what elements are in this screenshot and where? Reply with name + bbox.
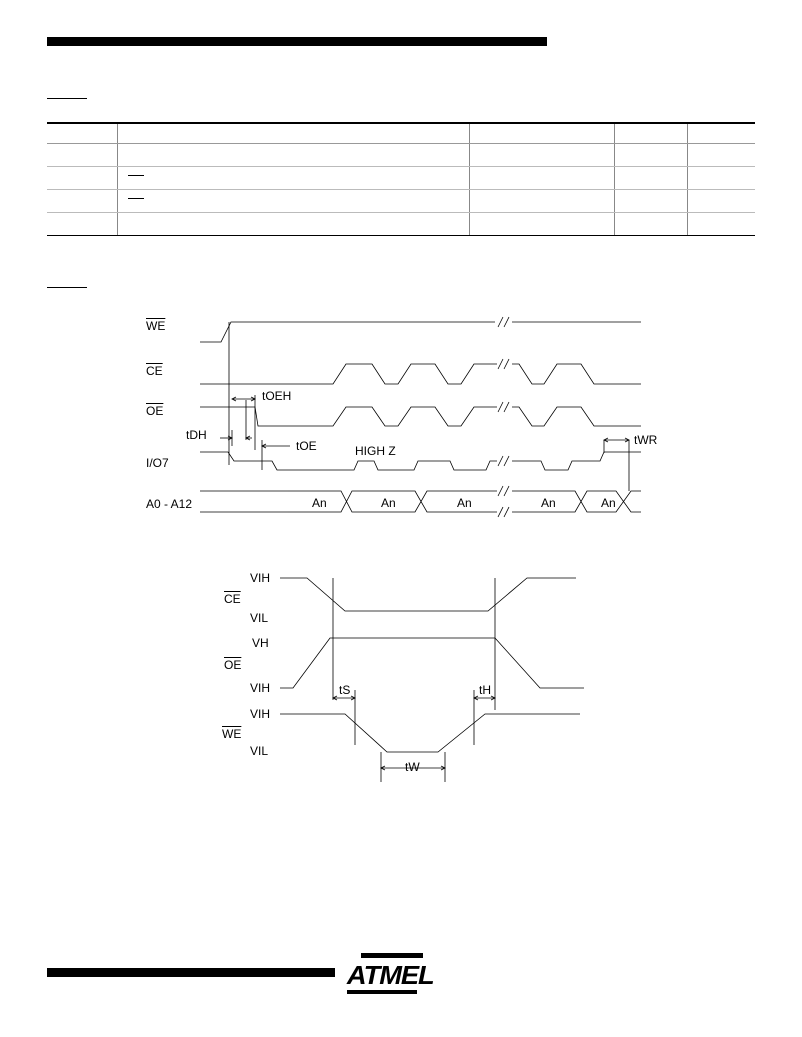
level-label-vh: VH bbox=[252, 636, 269, 650]
address-label-an: An bbox=[312, 496, 327, 510]
signal-label-oe-bottom: $\overline{OE}$ bbox=[224, 658, 242, 672]
signal-label-oe: $\overline{OE}$ bbox=[146, 404, 164, 418]
timing-label-tdh: tDH bbox=[186, 428, 207, 442]
atmel-logo bbox=[346, 953, 434, 997]
level-label-vih: VIH bbox=[250, 571, 271, 585]
signal-label-ce: $\overline{CE}$ bbox=[146, 364, 163, 378]
signal-label-we: $\overline{WE}$ bbox=[146, 319, 166, 333]
address-label-an: An bbox=[601, 496, 616, 510]
logo-top-bar bbox=[361, 953, 423, 958]
level-label-vih: VIH bbox=[250, 707, 271, 721]
level-label-vih: VIH bbox=[250, 681, 271, 695]
signal-label-we-bottom: $\overline{WE}$ bbox=[222, 727, 242, 741]
timing-label-tw: tW bbox=[405, 760, 420, 774]
signal-label-io7: I/O7 bbox=[146, 456, 169, 470]
we-waveform-bottom bbox=[280, 714, 580, 752]
timing-label-ts: tS bbox=[339, 683, 351, 697]
ce-waveform-bottom bbox=[280, 578, 576, 611]
timing-label-highz: HIGH Z bbox=[355, 444, 396, 458]
signal-label-ce-bottom: $\overline{CE}$ bbox=[224, 592, 241, 606]
address-label-an: An bbox=[381, 496, 396, 510]
timing-arrows-bottom bbox=[333, 696, 495, 770]
address-label-an: An bbox=[457, 496, 472, 510]
logo-bottom-bar bbox=[347, 990, 417, 994]
signal-label-address: A0 - A12 bbox=[146, 497, 193, 511]
timing-label-twr: tWR bbox=[634, 433, 658, 447]
level-label-vil: VIL bbox=[250, 744, 269, 758]
level-label-vil: VIL bbox=[250, 611, 269, 625]
timing-label-toe: tOE bbox=[296, 439, 317, 453]
oe-waveform-bottom bbox=[280, 638, 584, 688]
logo-text: ATMEL bbox=[346, 960, 434, 990]
timing-label-toeh: tOEH bbox=[262, 389, 292, 403]
footer-bar bbox=[47, 968, 335, 977]
timing-label-th: tH bbox=[479, 683, 491, 697]
address-label-an: An bbox=[541, 496, 556, 510]
